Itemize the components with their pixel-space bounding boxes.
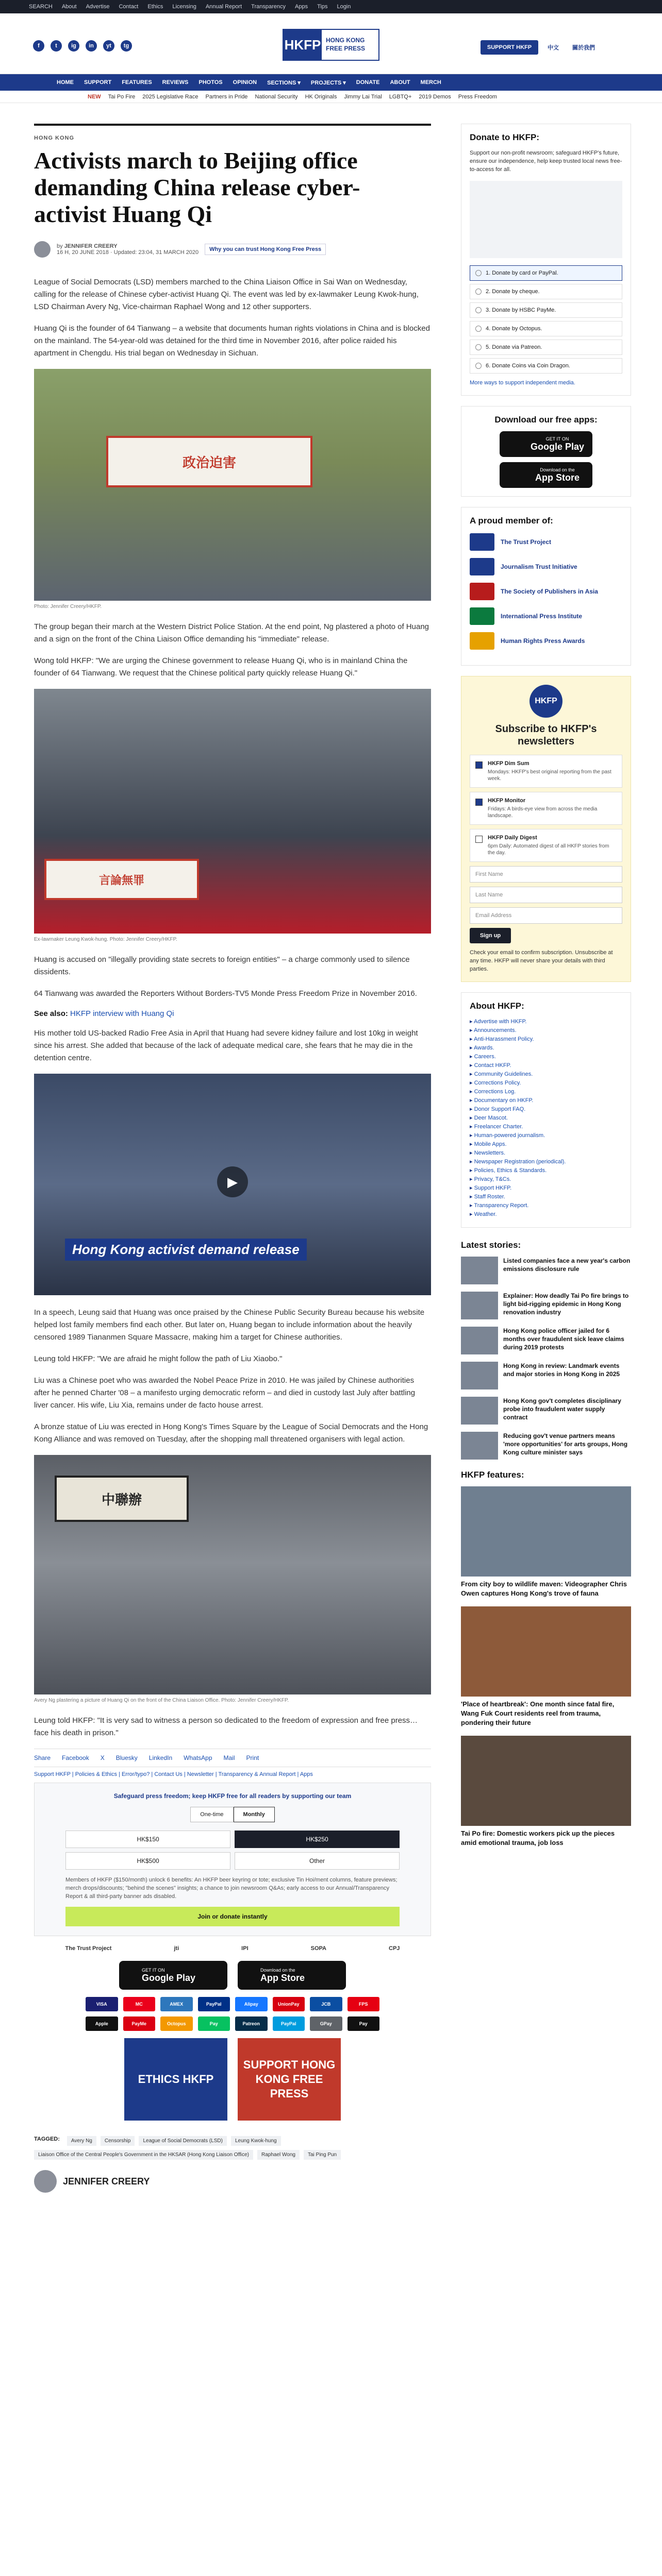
newsletter-box: [461, 676, 631, 982]
ticker-item[interactable]: 2025 Legislative Race: [142, 93, 198, 100]
nav-projects[interactable]: PROJECTS ▾: [310, 79, 346, 86]
x-icon[interactable]: t: [51, 40, 62, 52]
youtube-icon[interactable]: yt: [103, 40, 114, 52]
about-link[interactable]: ▸ Advertise with HKFP.: [470, 1018, 622, 1026]
google-play-label: Google Play: [142, 1972, 196, 1983]
sidebar-google-play[interactable]: [500, 431, 592, 457]
ticker-item[interactable]: HK Originals: [305, 93, 337, 100]
updated-date: Updated: 23:04, 31 MARCH 2020: [113, 249, 199, 256]
partner-logo[interactable]: IPI: [241, 1945, 249, 1952]
badge-label: International Press Institute: [501, 613, 583, 620]
newsletter-option[interactable]: [470, 755, 622, 788]
paragraph: 64 Tianwang was awarded the Reporters Without Borders-TV5 Monde Press Freedom Prize in November 2016.: [34, 989, 417, 998]
wechat-pay-icon: Pay: [198, 2016, 230, 2031]
tag[interactable]: Censorship: [101, 2136, 135, 2146]
utility-item-search[interactable]: SEARCH: [29, 4, 53, 10]
unionpay-icon: UnionPay: [273, 1997, 305, 2011]
donate-option-label: 1. Donate by card or PayPal.: [486, 270, 558, 276]
feature-title: 'Place of heartbreak': One month since fatal fire, Wang Fuk Court residents reel from trauma, pondering their future: [461, 1700, 615, 1726]
story-title: Explainer: How deadly Tai Po fire brings to light bid-rigging epidemic in Hong Kong renovation industry: [503, 1292, 629, 1316]
feature-item[interactable]: [461, 1606, 631, 1727]
amount-150[interactable]: HK$150: [65, 1831, 230, 1848]
badge-logo: [470, 533, 494, 551]
join-button[interactable]: Join or donate instantly: [65, 1907, 400, 1926]
utility-item-advertise[interactable]: Advertise: [86, 4, 110, 10]
visa-icon: VISA: [86, 1997, 118, 2011]
photo-caption: Avery Ng plastering a picture of Huang Qi on the front of the China Liaison Office. Photo: Jennifer Creery/HKFP.: [34, 1698, 289, 1703]
feature-image: [461, 1486, 631, 1577]
sidebar-google-small: GET IT ON: [545, 436, 569, 442]
tag[interactable]: Leung Kwok-hung: [231, 2136, 281, 2146]
paragraph: His mother told US-backed Radio Free Asia in April that Huang had severe kidney failure and lost 10kg in weight since his arrest. She added that because of the lack of adequate medical care, she fears that he may die in the detention centre.: [34, 1029, 418, 1062]
tags-label: TAGGED:: [34, 2136, 60, 2142]
utility-item-tips[interactable]: Tips: [317, 4, 328, 10]
about-link[interactable]: ▸ Community Guidelines.: [470, 1070, 622, 1079]
story-item[interactable]: [461, 1327, 631, 1354]
paragraph: In a speech, Leung said that Huang was once praised by the Chinese Public Security Bureau because his website helped lost family members find each other. But later on, Huang began to include information about the heavily censored 1989 Tiananmen Square Massacre, making him a target for Chinese authorities.: [34, 1308, 425, 1342]
about-link[interactable]: ▸ Careers.: [470, 1053, 622, 1061]
about-link[interactable]: ▸ Policies, Ethics & Standards.: [470, 1166, 622, 1175]
signup-button[interactable]: Sign up: [470, 928, 511, 943]
features-title: HKFP features:: [461, 1470, 524, 1480]
donate-option[interactable]: [470, 340, 622, 355]
story-title: Hong Kong in review: Landmark events and major stories in Hong Kong in 2025: [503, 1362, 620, 1378]
story-item[interactable]: [461, 1432, 631, 1460]
story-thumbnail: [461, 1327, 498, 1354]
about-link[interactable]: ▸ Newsletters.: [470, 1149, 622, 1158]
donate-option-label: 6. Donate Coins via Coin Dragon.: [486, 363, 570, 369]
donation-widget: [34, 1783, 431, 1936]
play-icon[interactable]: ▶: [217, 1166, 248, 1197]
partner-logo[interactable]: jti: [174, 1945, 179, 1952]
article-footer-links[interactable]: Support HKFP | Policies & Ethics | Error/typo? | Contact Us | Newsletter | Transparency & Annual Report | Apps: [34, 1771, 313, 1777]
member-badge[interactable]: [470, 533, 622, 551]
nav-home[interactable]: HOME: [57, 79, 74, 86]
partner-logo[interactable]: SOPA: [310, 1945, 326, 1952]
story-title: Reducing gov't venue partners means 'more opportunities' for arts groups, Hong Kong culture minister says: [503, 1432, 628, 1456]
article-photo[interactable]: [34, 1455, 431, 1694]
paypal-icon: PayPal: [198, 1997, 230, 2011]
monthly-tab[interactable]: Monthly: [234, 1807, 275, 1822]
donation-heading: Safeguard press freedom; keep HKFP free for all readers by supporting our team: [113, 1792, 352, 1800]
author-avatar: [34, 241, 51, 258]
share-whatsapp[interactable]: WhatsApp: [184, 1754, 212, 1761]
nav-donate[interactable]: DONATE: [356, 79, 380, 86]
sidebar-app-store[interactable]: [500, 462, 592, 488]
logo-name: [322, 30, 378, 60]
amount-500[interactable]: HK$500: [65, 1852, 230, 1870]
about-title: About HKFP:: [470, 1001, 524, 1011]
trust-link[interactable]: Why you can trust Hong Kong Free Press: [205, 244, 326, 255]
features-list: [461, 1470, 631, 1848]
story-thumbnail: [461, 1432, 498, 1460]
ticker-new-label: NEW: [88, 93, 101, 100]
instagram-icon[interactable]: ig: [68, 40, 79, 52]
main-nav: [0, 74, 662, 91]
utility-item-apps[interactable]: Apps: [295, 4, 308, 10]
checkbox-icon[interactable]: [475, 761, 483, 769]
utility-item-ethics[interactable]: Ethics: [147, 4, 163, 10]
newsletter-option-title: HKFP Daily Digest: [488, 835, 537, 841]
story-thumbnail: [461, 1362, 498, 1389]
about-link[interactable]: ▸ Corrections Log.: [470, 1088, 622, 1096]
share-bar: [34, 1749, 431, 1767]
tag[interactable]: League of Social Democrats (LSD): [139, 2136, 227, 2146]
article: [34, 124, 431, 2193]
one-time-tab[interactable]: One-time: [190, 1807, 233, 1822]
utility-item-transparency[interactable]: Transparency: [251, 4, 286, 10]
logo-line-2: FREE PRESS: [326, 45, 366, 52]
paypal-alt-icon: PayPal: [273, 2016, 305, 2031]
share-facebook[interactable]: Facebook: [62, 1754, 89, 1761]
paragraph: A bronze statue of Liu was erected in Hong Kong's Times Square by the League of Social Democrats and the Hong Kong Alliance and was removed on Tuesday, after the shopping mall threatened organisers with legal action.: [34, 1422, 428, 1444]
protest-sign: 言論無罪: [44, 859, 199, 900]
apps-title: Download our free apps:: [494, 415, 598, 425]
topic-ticker: [0, 91, 662, 103]
email-field[interactable]: Email Address: [470, 907, 622, 924]
newsletter-option-desc: Mondays: HKFP's best original reporting from the past week.: [488, 769, 611, 782]
about-link[interactable]: ▸ Newspaper Registration (periodical).: [470, 1158, 622, 1166]
ticker-item[interactable]: Jimmy Lai Trial: [344, 93, 382, 100]
share-bluesky[interactable]: Bluesky: [115, 1754, 138, 1761]
utility-item-login[interactable]: Login: [337, 4, 351, 10]
protest-banner: 政治迫害: [106, 436, 312, 487]
about-link[interactable]: ▸ Contact HKFP.: [470, 1061, 622, 1070]
paragraph: Leung told HKFP: "We are afraid he might follow the path of Liu Xiaobo.": [34, 1354, 283, 1363]
paragraph: League of Social Democrats (LSD) members marched to the China Liaison Office in Sai Wan on Wednesday, calling for the release of Chinese cyber-activist Huang Qi. The event was led by ex-lawmaker Leung Kwok-hung, LSD Chairman Avery Ng, Vice-chairman Raphael Wong and 12 other supporters.: [34, 278, 419, 311]
ticker-item[interactable]: Press Freedom: [458, 93, 497, 100]
logo-mark: HKFP: [284, 30, 322, 60]
author-card[interactable]: [34, 2170, 431, 2193]
about-link[interactable]: ▸ Documentary on HKFP.: [470, 1096, 622, 1105]
paragraph: Wong told HKFP: "We are urging the Chinese government to release Huang Qi, who is in mainland China the founder of 64 Tianwang. We request that the Chinese political party quickly release Huang Qi.": [34, 656, 408, 677]
donate-box: [461, 124, 631, 396]
tag[interactable]: Liaison Office of the Central People's Government in the HKSAR (Hong Kong Liaison Office): [34, 2150, 253, 2160]
ticker-item[interactable]: Tai Po Fire: [108, 93, 136, 100]
utility-bar: [0, 0, 662, 13]
amount-options: [65, 1831, 400, 1870]
payment-icons: [86, 1997, 379, 2031]
publish-date: 16 H, 20 JUNE 2018: [57, 249, 109, 256]
google-pay-icon: GPay: [310, 2016, 342, 2031]
newsletter-logo: HKFP: [529, 685, 562, 718]
donate-option-label: 3. Donate by HSBC PayMe.: [486, 307, 556, 313]
newsletter-option-title: HKFP Dim Sum: [488, 760, 529, 767]
story-title: Hong Kong police officer jailed for 6 months over fraudulent sick leave claims during 2019 protests: [503, 1327, 624, 1351]
tag[interactable]: Tai Ping Pun: [304, 2150, 341, 2160]
badge-label: Human Rights Press Awards: [501, 637, 585, 645]
about-link[interactable]: ▸ Corrections Policy.: [470, 1079, 622, 1088]
badge-label: The Trust Project: [501, 538, 552, 546]
donate-option[interactable]: [470, 358, 622, 374]
feature-item[interactable]: [461, 1736, 631, 1848]
see-also-link[interactable]: HKFP interview with Huang Qi: [70, 1009, 174, 1018]
photo-caption: Ex-lawmaker Leung Kwok-hung. Photo: Jennifer Creery/HKFP.: [34, 937, 177, 942]
first-name-field[interactable]: First Name: [470, 866, 622, 883]
story-item[interactable]: [461, 1362, 631, 1389]
app-store-label: App Store: [260, 1972, 305, 1983]
amount-other[interactable]: Other: [235, 1852, 400, 1870]
member-badge[interactable]: [470, 558, 622, 575]
feature-title: From city boy to wildlife maven: Videographer Chris Owen captures Hong Kong's trove of fauna: [461, 1580, 627, 1597]
author-name[interactable]: JENNIFER CREERY: [64, 243, 118, 249]
app-store-button[interactable]: [238, 1961, 346, 1990]
nav-features[interactable]: FEATURES: [122, 79, 152, 86]
about-link[interactable]: ▸ Privacy, T&Cs.: [470, 1175, 622, 1184]
author-card-avatar: [34, 2170, 57, 2193]
about-link[interactable]: ▸ Mobile Apps.: [470, 1140, 622, 1149]
donate-option-label: 5. Donate via Patreon.: [486, 344, 542, 350]
byline: [34, 241, 431, 258]
payme-icon: PayMe: [123, 2016, 156, 2031]
office-plaque: 中聯辦: [55, 1476, 189, 1522]
latest-stories: [461, 1240, 631, 1460]
story-title: Listed companies face a new year's carbon emissions disclosure rule: [503, 1257, 631, 1273]
member-title: A proud member of:: [470, 516, 553, 526]
site-header: [0, 13, 662, 74]
membership-note: Members of HKFP ($150/month) unlock 6 benefits: An HKFP beer keyring or tote; exclusive Tin Hoi/ment columns, feature previews; merch drops/discounts; "behind the scenes" insights; a chance to join newsroom Q&As; early access to our Annual/Transparency Report & all third-party banner ads disabled.: [65, 1877, 398, 1900]
donate-option[interactable]: [470, 302, 622, 318]
newsletter-title: Subscribe to HKFP's newsletters: [495, 723, 597, 747]
story-thumbnail: [461, 1397, 498, 1425]
article-category[interactable]: HONG KONG: [34, 135, 75, 141]
share-linkedin[interactable]: LinkedIn: [148, 1754, 173, 1761]
about-link[interactable]: ▸ Anti-Harassment Policy.: [470, 1035, 622, 1044]
nav-reviews[interactable]: REVIEWS: [162, 79, 189, 86]
paragraph: The group began their march at the Western District Police Station. At the end point, Ng plastered a photo of Huang and a sign on the front of the China Liaison Office demanding his "immediate" release.: [34, 622, 429, 643]
member-badge[interactable]: [470, 632, 622, 650]
see-also: [34, 1009, 431, 1018]
apps-box: [461, 406, 631, 497]
telegram-icon[interactable]: tg: [121, 40, 132, 52]
newsletter-option-title: HKFP Monitor: [488, 798, 526, 804]
fps-icon: FPS: [347, 1997, 380, 2011]
utility-item-about[interactable]: About: [61, 4, 77, 10]
amex-icon: AMEX: [160, 1997, 193, 2011]
feature-title: Tai Po fire: Domestic workers pick up the pieces amid emotional trauma, job loss: [461, 1829, 615, 1846]
about-link[interactable]: ▸ Weather.: [470, 1210, 622, 1219]
ticker-item[interactable]: 2019 Demos: [419, 93, 451, 100]
photo-caption: Photo: Jennifer Creery/HKFP.: [34, 604, 102, 609]
about-link[interactable]: ▸ Donor Support FAQ.: [470, 1105, 622, 1114]
share-label: Share: [34, 1754, 51, 1761]
tag[interactable]: Avery Ng: [67, 2136, 96, 2146]
newsletter-note: Check your email to confirm subscription. Unsubscribe at any time. HKFP will never share your details with third parties.: [470, 950, 613, 972]
donate-intro: Support our non-profit newsroom; safeguard HKFP's future, ensure our independence, help keep trusted local news free-to-access for all.: [470, 150, 622, 173]
nav-opinion[interactable]: OPINION: [233, 79, 257, 86]
utility-item-contact[interactable]: Contact: [119, 4, 139, 10]
about-link[interactable]: ▸ Transparency Report.: [470, 1201, 622, 1210]
nav-photos[interactable]: PHOTOS: [198, 79, 223, 86]
about-link[interactable]: ▸ Deer Mascot.: [470, 1114, 622, 1123]
patreon-icon: Patreon: [235, 2016, 268, 2031]
frequency-toggle: [65, 1807, 400, 1822]
octopus-icon: Octopus: [160, 2016, 193, 2031]
member-badge[interactable]: [470, 583, 622, 600]
donate-title: Donate to HKFP:: [470, 132, 540, 142]
partner-logo[interactable]: The Trust Project: [65, 1945, 112, 1952]
donate-illustration: [470, 181, 622, 258]
newsletter-option[interactable]: [470, 829, 622, 862]
byline-text: by JENNIFER CREERY 16 H, 20 JUNE 2018 · Updated: 23:04, 31 MARCH 2020: [57, 243, 199, 256]
tag[interactable]: Raphael Wong: [257, 2150, 300, 2160]
sidebar-apple-small: Download on the: [540, 467, 575, 472]
apple-pay-icon: Apple: [86, 2016, 118, 2031]
partner-logos: [34, 1945, 431, 1952]
donate-option-label: 4. Donate by Octopus.: [486, 326, 542, 332]
paragraph: Liu was a Chinese poet who was awarded the Nobel Peace Prize in 2010. He was jailed by Chinese authorities after he penned Charter '08 – a manifesto urging democratic reform – and died in custody last July after battling liver cancer. His wife, Liu Xia, remains under de facto house arrest.: [34, 1376, 416, 1410]
google-play-small: GET IT ON: [142, 1967, 165, 1973]
feature-image: [461, 1606, 631, 1697]
donate-option[interactable]: [470, 265, 622, 281]
language-link[interactable]: 中文: [548, 45, 559, 51]
author-card-name: JENNIFER CREERY: [63, 2176, 150, 2187]
alipay-icon: Alipay: [235, 1997, 268, 2011]
badge-logo: [470, 632, 494, 650]
newsletter-option-desc: 6pm Daily: Automated digest of all HKFP stories from the day.: [488, 843, 609, 856]
ticker-item[interactable]: LGBTQ+: [389, 93, 412, 100]
ticker-item[interactable]: Partners in Pride: [205, 93, 248, 100]
share-x[interactable]: X: [100, 1754, 105, 1761]
paragraph: Leung told HKFP: "It is very sad to witness a person so dedicated to the freedom of expression and free press… face his death in prison.": [34, 1716, 418, 1737]
newsletter-option-desc: Fridays: A birds-eye view from across the media landscape.: [488, 806, 598, 819]
checkbox-icon[interactable]: [475, 799, 483, 806]
embedded-video[interactable]: [34, 1074, 431, 1295]
member-box: [461, 507, 631, 666]
article-tags: [34, 2136, 431, 2160]
about-link[interactable]: ▸ Human-powered journalism.: [470, 1131, 622, 1140]
newsletter-option[interactable]: [470, 792, 622, 825]
video-title: Hong Kong activist demand release: [65, 1239, 307, 1261]
app-store-buttons: [34, 1961, 431, 1990]
nav-merch[interactable]: MERCH: [420, 79, 441, 86]
google-play-button[interactable]: [119, 1961, 227, 1990]
see-also-label: See also:: [34, 1009, 68, 1018]
jcb-icon: JCB: [310, 1997, 342, 2011]
story-thumbnail: [461, 1257, 498, 1284]
badge-logo: [470, 558, 494, 575]
article-photo[interactable]: [34, 689, 431, 934]
about-list: [470, 1018, 622, 1219]
support-hkfp-button[interactable]: SUPPORT HKFP: [481, 40, 538, 55]
about-box: [461, 992, 631, 1228]
donate-option-label: 2. Donate by cheque.: [486, 289, 540, 295]
checkbox-icon[interactable]: [475, 836, 483, 843]
feature-image: [461, 1736, 631, 1826]
mastercard-icon: MC: [123, 1997, 156, 2011]
promo-tiles: [34, 2038, 431, 2121]
apple-pay-alt-icon: Pay: [347, 2016, 380, 2031]
social-links: [33, 40, 132, 52]
story-thumbnail: [461, 1292, 498, 1319]
site-logo[interactable]: [283, 29, 379, 61]
app-store-small: Download on the: [260, 1967, 295, 1973]
about-link[interactable]: ▸ Announcements.: [470, 1026, 622, 1035]
ethics-promo[interactable]: ETHICS HKFP: [124, 2038, 227, 2121]
story-title: Hong Kong gov't completes disciplinary probe into fraudulent water supply contract: [503, 1397, 621, 1421]
story-item[interactable]: [461, 1397, 631, 1425]
nav-support[interactable]: SUPPORT: [84, 79, 112, 86]
share-mail[interactable]: Mail: [223, 1754, 235, 1761]
partner-logo[interactable]: CPJ: [389, 1945, 400, 1952]
about-link[interactable]: ▸ Staff Roster.: [470, 1193, 622, 1201]
about-link[interactable]: ▸ Awards.: [470, 1044, 622, 1053]
member-badge[interactable]: [470, 607, 622, 625]
share-print[interactable]: Print: [246, 1754, 259, 1761]
support-promo[interactable]: SUPPORT HONG KONG FREE PRESS: [238, 2038, 341, 2121]
sidebar-google-label: Google Play: [530, 441, 585, 452]
article-title: Activists march to Beijing office demanding China release cyber-activist Huang Qi: [34, 147, 360, 227]
ticker-item[interactable]: National Security: [255, 93, 298, 100]
sidebar-apple-label: App Store: [535, 472, 580, 483]
more-ways-link[interactable]: More ways to support independent media.: [470, 380, 575, 386]
latest-title: Latest stories:: [461, 1240, 521, 1250]
about-link[interactable]: ▸ Support HKFP.: [470, 1184, 622, 1193]
about-link[interactable]: ▸ Freelancer Charter.: [470, 1123, 622, 1131]
last-name-field[interactable]: Last Name: [470, 887, 622, 903]
story-item[interactable]: [461, 1292, 631, 1319]
donate-option[interactable]: [470, 321, 622, 336]
facebook-icon[interactable]: f: [33, 40, 44, 52]
amount-250[interactable]: HK$250: [235, 1831, 400, 1848]
donate-option[interactable]: [470, 284, 622, 299]
nav-sections[interactable]: SECTIONS ▾: [267, 79, 301, 86]
badge-logo: [470, 607, 494, 625]
story-item[interactable]: [461, 1257, 631, 1284]
feature-item[interactable]: [461, 1486, 631, 1598]
utility-item-licensing[interactable]: Licensing: [172, 4, 196, 10]
linkedin-icon[interactable]: in: [86, 40, 97, 52]
logo-line-1: HONG KONG: [326, 37, 365, 44]
utility-item-annual-report[interactable]: Annual Report: [205, 4, 242, 10]
article-photo[interactable]: [34, 369, 431, 601]
paragraph: Huang Qi is the founder of 64 Tianwang – a website that documents human rights violations in China and is blocked on the mainland. The 54-year-old was detained for the third time in November 2016, after police raided his apartment in Chengdu. His trial began on Wednesday in Sichuan.: [34, 324, 430, 358]
author-prefix: by: [57, 243, 63, 249]
title-rule: [34, 124, 431, 126]
about-chinese-link[interactable]: 關於我們: [572, 45, 595, 51]
paragraph: Huang is accused on "illegally providing state secrets to foreign entities" – a charge commonly used to silence dissidents.: [34, 955, 410, 976]
badge-label: The Society of Publishers in Asia: [501, 588, 598, 595]
badge-logo: [470, 583, 494, 600]
badge-label: Journalism Trust Initiative: [501, 563, 577, 570]
sidebar: [461, 124, 631, 1856]
nav-about[interactable]: ABOUT: [390, 79, 410, 86]
